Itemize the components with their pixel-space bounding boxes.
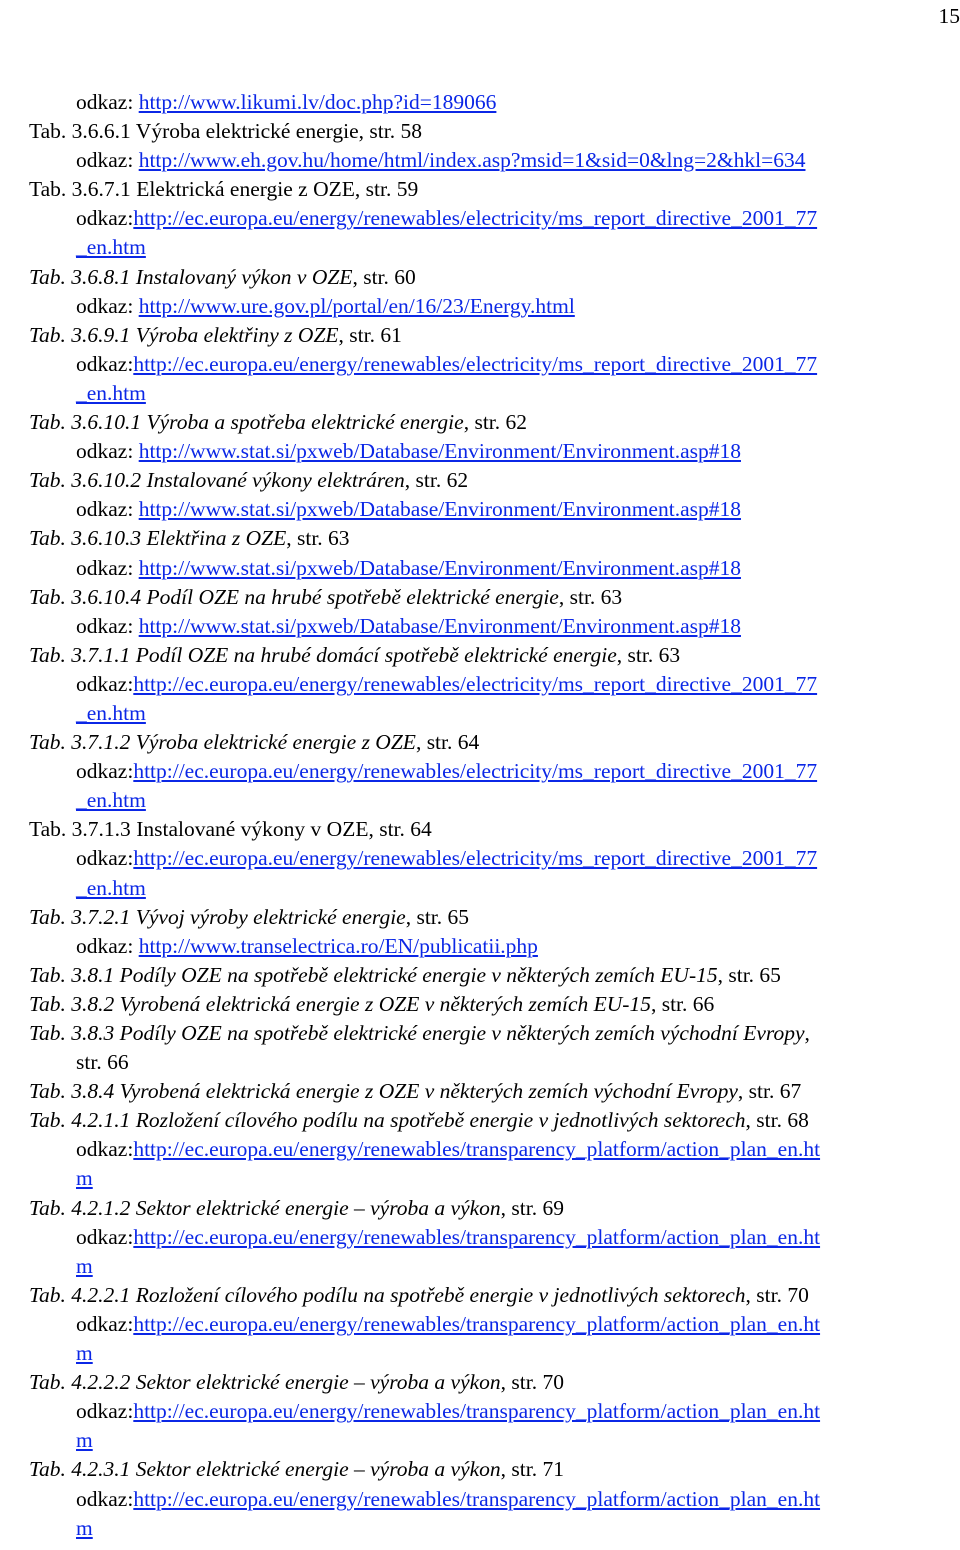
table-entry-title: Výroba elektrické energie z OZE	[135, 730, 416, 755]
reference-label: odkaz:	[76, 555, 139, 580]
table-entry-page: , str. 62	[404, 468, 469, 493]
reference-label: odkaz:	[76, 1399, 134, 1424]
table-entry-number: Tab. 3.8.4	[29, 1079, 120, 1104]
table-entry-title: Výroba elektrické energie	[135, 119, 359, 144]
reference-line	[29, 292, 959, 321]
reference-label: odkaz:	[76, 933, 139, 958]
reference-line	[29, 1223, 959, 1252]
table-entry-number: Tab. 3.6.10.3	[29, 526, 147, 551]
table-entry-page: str. 66	[76, 1050, 129, 1075]
reference-label: odkaz:	[76, 1311, 134, 1336]
table-entry-page: , str. 63	[616, 642, 681, 667]
table-entry-title: Výroba a spotřeba elektrické energie	[146, 410, 464, 435]
table-entry	[29, 321, 959, 350]
table-entry	[29, 408, 959, 437]
reference-link[interactable]: http://www.stat.si/pxweb/Database/Environment/Environment.asp#18	[138, 613, 741, 638]
table-entry-title: Podíl OZE na hrubé spotřebě elektrické energie	[146, 584, 559, 609]
reference-continuation	[29, 1164, 959, 1193]
reference-link[interactable]: m	[76, 1515, 93, 1540]
table-entry-number: Tab. 3.6.6.1	[29, 119, 136, 144]
reference-line	[29, 437, 959, 466]
reference-link[interactable]: _en.htm	[76, 788, 146, 813]
table-entry-title: Elektřina z OZE	[146, 526, 287, 551]
reference-label: odkaz:	[76, 1137, 134, 1162]
table-entry-number: Tab. 3.6.10.1	[29, 410, 147, 435]
reference-link[interactable]: http://www.stat.si/pxweb/Database/Environment/Environment.asp#18	[138, 497, 741, 522]
table-entry-page: ,	[804, 1021, 810, 1045]
reference-link[interactable]: m	[76, 1166, 93, 1191]
reference-link[interactable]: http://www.stat.si/pxweb/Database/Environment/Environment.asp#18	[138, 555, 741, 580]
reference-line	[29, 146, 959, 175]
table-entry-page: , str. 58	[358, 119, 422, 144]
table-entry-number: Tab. 3.7.2.1	[29, 904, 136, 929]
reference-link[interactable]: http://ec.europa.eu/energy/renewables/electricity/ms_report_directive_2001_77	[133, 759, 818, 784]
table-entry	[29, 117, 959, 146]
reference-continuation	[29, 786, 959, 815]
reference-label: odkaz:	[76, 1486, 134, 1511]
table-entry-number: Tab. 4.2.2.1	[29, 1282, 136, 1307]
table-entry	[29, 175, 959, 204]
reference-continuation	[29, 1339, 959, 1368]
table-entry-title: Rozložení cílového podílu na spotřebě energie v jednotlivých sektorech	[135, 1282, 746, 1307]
reference-link[interactable]: http://www.transelectrica.ro/EN/publicatii.php	[138, 933, 538, 958]
table-entry-page: , str. 65	[405, 904, 470, 929]
reference-line	[29, 757, 959, 786]
reference-line	[29, 612, 959, 641]
table-entry-page: , str. 67	[737, 1079, 802, 1104]
table-entry-title: Sektor elektrické energie – výroba a výkon	[135, 1370, 501, 1395]
table-entry-page: , str. 61	[338, 322, 402, 347]
table-entry-page: , str. 70	[500, 1370, 564, 1395]
table-entry-number: Tab. 3.6.7.1	[29, 177, 137, 202]
reference-link[interactable]: http://www.eh.gov.hu/home/html/index.asp?msid=1&sid=0&lng=2&hkl=634	[138, 148, 806, 173]
reference-link[interactable]: http://ec.europa.eu/energy/renewables/electricity/ms_report_directive_2001_77	[133, 846, 818, 871]
reference-link[interactable]: http://www.ure.gov.pl/portal/en/16/23/Energy.html	[138, 293, 575, 318]
table-entry	[29, 1455, 959, 1484]
table-entry	[29, 903, 959, 932]
table-entry-page: , str. 62	[463, 410, 528, 435]
table-entry	[29, 728, 959, 757]
table-entry-page: , str. 71	[500, 1457, 564, 1482]
reference-label: odkaz:	[76, 90, 139, 114]
reference-continuation	[29, 379, 959, 408]
table-entry-number: Tab. 3.8.2	[29, 991, 120, 1016]
reference-label: odkaz:	[76, 293, 139, 318]
table-entry	[29, 641, 959, 670]
reference-link[interactable]: http://ec.europa.eu/energy/renewables/electricity/ms_report_directive_2001_77	[133, 206, 818, 231]
table-entry	[29, 1368, 959, 1397]
reference-link[interactable]: http://ec.europa.eu/energy/renewables/electricity/ms_report_directive_2001_77	[133, 671, 818, 696]
table-entry-title: Instalované výkony elektráren	[146, 468, 405, 493]
reference-label: odkaz:	[76, 846, 134, 871]
table-entry	[29, 1077, 959, 1106]
reference-label: odkaz:	[76, 671, 134, 696]
reference-line	[29, 350, 959, 379]
page-number: 15	[938, 4, 960, 28]
table-entry-page: , str. 69	[500, 1195, 564, 1220]
table-entry-page: , str. 64	[415, 730, 480, 755]
table-entry-title: Vyrobená elektrická energie z OZE v některých zemích východní Evropy	[119, 1079, 738, 1104]
table-entry-number: Tab. 3.6.10.2	[29, 468, 147, 493]
reference-link[interactable]: http://www.stat.si/pxweb/Database/Environment/Environment.asp#18	[138, 439, 741, 464]
reference-link[interactable]: _en.htm	[76, 235, 146, 260]
reference-link[interactable]: http://ec.europa.eu/energy/renewables/transparency_platform/action_plan_en.ht	[133, 1311, 821, 1336]
reference-line	[29, 495, 959, 524]
reference-line	[29, 932, 959, 961]
table-entry-page: , str. 63	[558, 584, 623, 609]
reference-link[interactable]: http://www.likumi.lv/doc.php?id=189066	[138, 90, 497, 114]
reference-line	[29, 1485, 959, 1514]
table-entry-title: Rozložení cílového podílu na spotřebě energie v jednotlivých sektorech	[135, 1108, 746, 1133]
table-entry-number: Tab. 4.2.3.1	[29, 1457, 136, 1482]
table-entry-title: Podíl OZE na hrubé domácí spotřebě elektrické energie	[135, 642, 617, 667]
table-list	[29, 88, 959, 1543]
reference-line	[29, 844, 959, 873]
table-entry-page: , str. 66	[650, 991, 715, 1016]
table-entry-number: Tab. 4.2.1.1	[29, 1108, 136, 1133]
reference-label: odkaz:	[76, 759, 134, 784]
reference-label: odkaz:	[76, 148, 139, 173]
table-entry-number: Tab. 3.7.1.3	[29, 817, 137, 842]
table-entry	[29, 1194, 959, 1223]
reference-link[interactable]: _en.htm	[76, 875, 146, 900]
reference-line	[29, 1135, 959, 1164]
table-entry	[29, 1281, 959, 1310]
table-entry-number: Tab. 3.6.9.1	[29, 322, 136, 347]
reference-continuation	[29, 874, 959, 903]
table-entry-page: , str. 68	[745, 1108, 809, 1133]
table-entry-page: , str. 64	[368, 817, 432, 842]
table-entry-title: Instalované výkony v OZE	[136, 817, 369, 842]
table-entry	[29, 1019, 959, 1048]
reference-link[interactable]: m	[76, 1428, 93, 1453]
table-entry-title: Podíly OZE na spotřebě elektrické energie v některých zemích EU-15	[119, 962, 718, 987]
reference-link[interactable]: _en.htm	[76, 700, 146, 725]
reference-line	[29, 554, 959, 583]
table-entry	[29, 990, 959, 1019]
reference-label: odkaz:	[76, 497, 139, 522]
reference-label: odkaz:	[76, 1224, 134, 1249]
reference-link[interactable]: _en.htm	[76, 380, 146, 405]
reference-label: odkaz:	[76, 206, 134, 231]
table-entry	[29, 583, 959, 612]
reference-line	[29, 204, 959, 233]
reference-continuation	[29, 1252, 959, 1281]
table-entry-page: , str. 65	[717, 962, 781, 987]
table-entry	[29, 815, 959, 844]
reference-continuation	[29, 233, 959, 262]
reference-line	[29, 670, 959, 699]
reference-line	[29, 1397, 959, 1426]
table-entry	[29, 263, 959, 292]
table-entry-number: Tab. 3.8.1	[29, 962, 120, 987]
table-entry-title: Podíly OZE na spotřebě elektrické energie v některých zemích východní Evropy	[119, 1021, 805, 1045]
table-entry-title: Sektor elektrické energie – výroba a výkon	[135, 1195, 501, 1220]
table-entry	[29, 466, 959, 495]
table-entry-number: Tab. 3.7.1.2	[29, 730, 136, 755]
table-entry-page: , str. 60	[352, 264, 416, 289]
table-entry-page: , str. 70	[745, 1282, 809, 1307]
table-entry-number: Tab. 3.6.8.1	[29, 264, 136, 289]
reference-link[interactable]: http://ec.europa.eu/energy/renewables/transparency_platform/action_plan_en.ht	[133, 1486, 821, 1511]
table-entry-title: Vyrobená elektrická energie z OZE v některých zemích EU-15	[119, 991, 651, 1016]
table-entry-number: Tab. 3.6.10.4	[29, 584, 147, 609]
table-entry-number: Tab. 3.8.3	[29, 1021, 120, 1045]
reference-line	[29, 1310, 959, 1339]
table-entry-title: Sektor elektrické energie – výroba a výkon	[135, 1457, 501, 1482]
table-entry-page: , str. 63	[286, 526, 350, 551]
table-entry-title: Elektrická energie z OZE	[136, 177, 355, 202]
reference-link[interactable]: http://ec.europa.eu/energy/renewables/transparency_platform/action_plan_en.ht	[133, 1224, 821, 1249]
reference-label: odkaz:	[76, 613, 139, 638]
reference-link[interactable]: http://ec.europa.eu/energy/renewables/electricity/ms_report_directive_2001_77	[133, 351, 818, 376]
reference-continuation	[29, 699, 959, 728]
table-entry-title: Vývoj výroby elektrické energie	[135, 904, 406, 929]
table-entry-number: Tab. 4.2.2.2	[29, 1370, 136, 1395]
reference-link[interactable]: m	[76, 1253, 93, 1278]
reference-link[interactable]: m	[76, 1341, 93, 1366]
table-entry	[29, 524, 959, 553]
reference-continuation	[29, 1514, 959, 1543]
table-entry	[29, 1106, 959, 1135]
table-entry-number: Tab. 4.2.1.2	[29, 1195, 136, 1220]
table-entry-page-continuation	[29, 1048, 959, 1077]
reference-line	[29, 88, 959, 117]
reference-label: odkaz:	[76, 351, 134, 376]
table-entry-title: Výroba elektřiny z OZE	[135, 322, 339, 347]
reference-continuation	[29, 1426, 959, 1455]
reference-label: odkaz:	[76, 439, 139, 464]
reference-link[interactable]: http://ec.europa.eu/energy/renewables/transparency_platform/action_plan_en.ht	[133, 1399, 821, 1424]
table-entry-title: Instalovaný výkon v OZE	[135, 264, 353, 289]
table-entry-number: Tab. 3.7.1.1	[29, 642, 136, 667]
table-entry	[29, 961, 959, 990]
table-entry-page: , str. 59	[354, 177, 419, 202]
reference-link[interactable]: http://ec.europa.eu/energy/renewables/transparency_platform/action_plan_en.ht	[133, 1137, 821, 1162]
